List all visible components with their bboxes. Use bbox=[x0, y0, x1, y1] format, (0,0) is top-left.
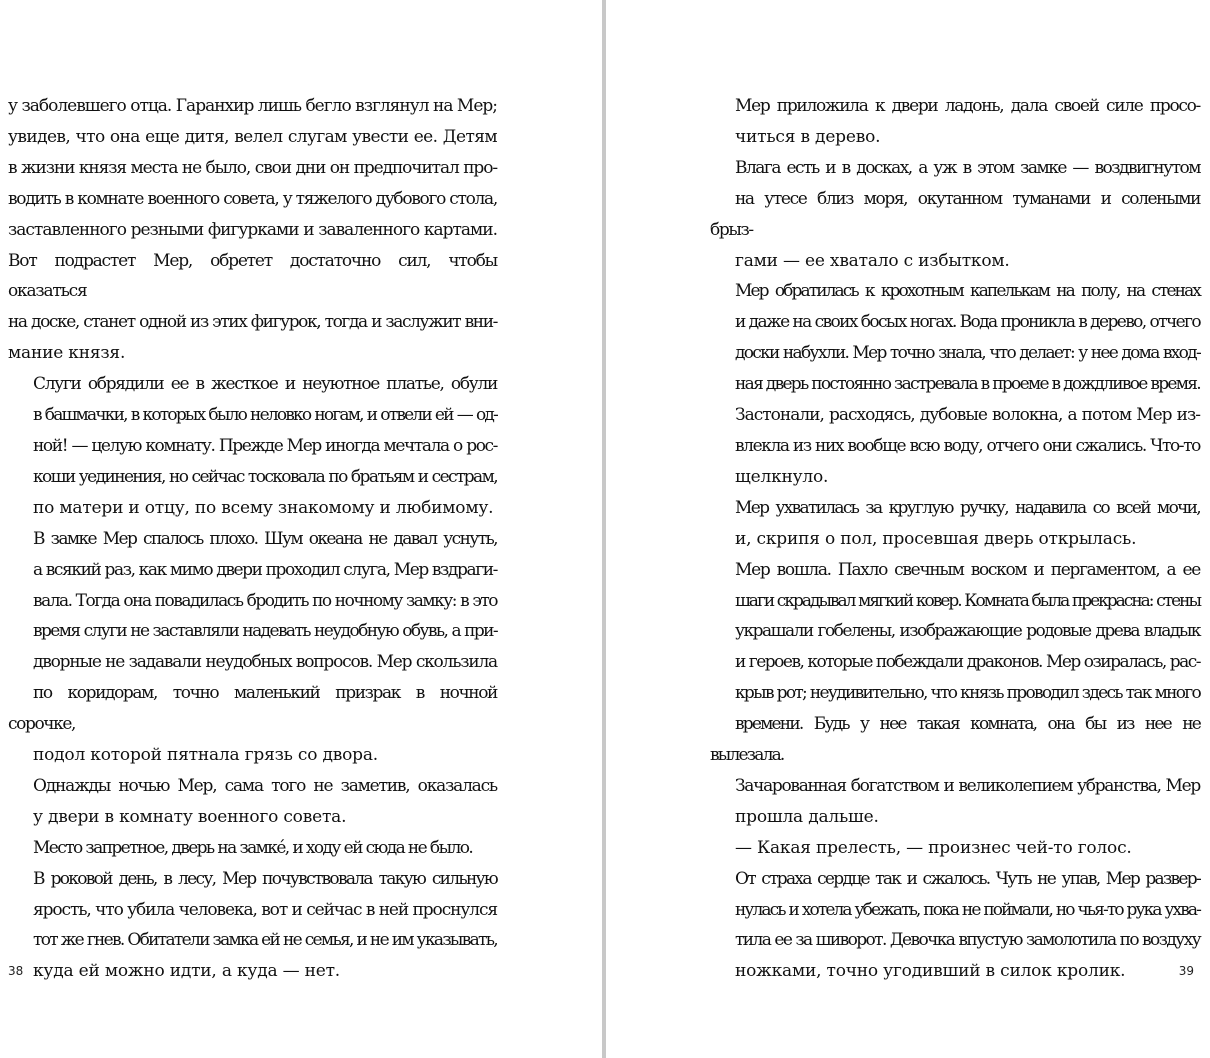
text-line: дворные не задавали неудобных вопросов. Мер скользила bbox=[33, 652, 497, 673]
right-page-text bbox=[710, 91, 1200, 987]
text-line: прошла дальше. bbox=[735, 806, 879, 827]
paragraph bbox=[710, 833, 1200, 864]
text-line: по матери и отцу, по всему знакомому и любимому. bbox=[33, 497, 494, 518]
paragraph bbox=[8, 864, 497, 988]
text-line: украшали гобелены, изображающие родовые древа владык bbox=[735, 621, 1200, 642]
text-line: крыв рот; неудивительно, что князь проводил здесь так много bbox=[735, 683, 1200, 704]
text-line: Мер обратилась к крохотным капелькам на полу, на стенах bbox=[735, 281, 1200, 302]
text-line: Зачарованная богатством и великолепием убранства, Мер bbox=[735, 775, 1200, 796]
text-line: куда ей можно идти, а куда — нет. bbox=[33, 961, 341, 982]
text-line: подол которой пятнала грязь со двора. bbox=[33, 745, 378, 766]
text-line: Вот подрастет Мер, обретет достаточно сил, чтобы оказаться bbox=[8, 250, 497, 302]
text-line: Место запретное, дверь на замкé, и ходу ей сюда не было. bbox=[33, 837, 473, 858]
text-line: влекла из них вообще всю воду, отчего они сжались. Что-то bbox=[735, 435, 1200, 456]
text-line: От страха сердце так и сжалось. Чуть не упав, Мер развер- bbox=[735, 868, 1200, 889]
text-line: по коридорам, точно маленький призрак в ночной сорочке, bbox=[8, 683, 497, 735]
text-line: В замке Мер спалось плохо. Шум океана не давал уснуть, bbox=[33, 528, 497, 549]
paragraph bbox=[710, 153, 1200, 277]
left-page-text bbox=[8, 91, 497, 987]
text-line: увидев, что она еще дитя, велел слугам увести ее. Детям bbox=[8, 126, 497, 147]
text-line: Мер вошла. Пахло свечным воском и пергаментом, а ее bbox=[735, 559, 1200, 580]
text-line: доски набухли. Мер точно знала, что делает: у нее дома вход- bbox=[735, 343, 1200, 364]
text-line: времени. Будь у нее такая комната, она бы из нее не вылезала. bbox=[710, 714, 1200, 766]
text-line: щелкнуло. bbox=[735, 466, 829, 487]
text-line: — Какая прелесть, — произнес чей-то голос. bbox=[735, 837, 1132, 858]
text-line: В роковой день, в лесу, Мер почувствовала такую сильную bbox=[33, 868, 497, 889]
text-line: нулась и хотела убежать, пока не поймали, но чья-то рука ухва- bbox=[735, 899, 1200, 920]
text-line: и даже на своих босых ногах. Вода проникла в дерево, отчего bbox=[735, 312, 1200, 333]
paragraph bbox=[8, 833, 497, 864]
text-line: и героев, которые побеждали драконов. Мер озиралась, рас- bbox=[735, 652, 1200, 673]
paragraph bbox=[8, 524, 497, 771]
paragraph bbox=[8, 91, 497, 369]
right-page-number: 39 bbox=[1178, 964, 1194, 978]
text-line: гами — ее хватало с избытком. bbox=[735, 250, 1010, 271]
left-page bbox=[0, 0, 602, 1058]
text-line: у двери в комнату военного совета. bbox=[33, 806, 347, 827]
text-line: мание князя. bbox=[8, 343, 126, 364]
left-page-number: 38 bbox=[8, 964, 24, 978]
text-line: Однажды ночью Мер, сама того не заметив, оказалась bbox=[33, 775, 497, 796]
text-line: тот же гнев. Обитатели замка ей не семья, и не им указывать, bbox=[33, 930, 497, 951]
text-line: ная дверь постоянно застревала в проеме в дождливое время. bbox=[735, 374, 1200, 395]
paragraph bbox=[8, 771, 497, 833]
text-line: и, скрипя о пол, просевшая дверь открылась. bbox=[735, 528, 1137, 549]
text-line: шаги скрадывал мягкий ковер. Комната была прекрасна: стены bbox=[735, 590, 1200, 611]
paragraph bbox=[710, 864, 1200, 988]
right-page bbox=[606, 0, 1210, 1058]
text-line: в жизни князя места не было, свои дни он предпочитал про- bbox=[8, 157, 497, 178]
text-line: коши уединения, но сейчас тосковала по братьям и сестрам, bbox=[33, 466, 497, 487]
text-line: в башмачки, в которых было неловко ногам, и отвели ей — од- bbox=[33, 405, 497, 426]
paragraph bbox=[710, 91, 1200, 153]
text-line: время слуги не заставляли надевать неудобную обувь, а при- bbox=[33, 621, 497, 642]
text-line: вала. Тогда она повадилась бродить по ночному замку: в это bbox=[33, 590, 497, 611]
paragraph bbox=[710, 493, 1200, 555]
text-line: у заболевшего отца. Гаранхир лишь бегло взглянул на Мер; bbox=[8, 96, 497, 116]
text-line: а всякий раз, как мимо двери проходил слуга, Мер вздраги- bbox=[33, 559, 497, 580]
text-line: Мер ухватилась за круглую ручку, надавила со всей мочи, bbox=[735, 497, 1200, 518]
paragraph bbox=[710, 276, 1200, 492]
text-line: Мер приложила к двери ладонь, дала своей силе просо- bbox=[735, 96, 1200, 116]
text-line: ярость, что убила человека, вот и сейчас в ней проснулся bbox=[33, 899, 497, 920]
text-line: Слуги обрядили ее в жесткое и неуютное платье, обули bbox=[33, 374, 497, 395]
text-line: Влага есть и в досках, а уж в этом замке — воздвигнутом bbox=[735, 157, 1200, 178]
text-line: Застонали, расходясь, дубовые волокна, а потом Мер из- bbox=[735, 405, 1200, 426]
paragraph bbox=[710, 555, 1200, 833]
text-line: водить в комнате военного совета, у тяжелого дубового стола, bbox=[8, 188, 497, 209]
text-line: читься в дерево. bbox=[735, 126, 881, 147]
paragraph bbox=[8, 369, 497, 524]
text-line: на доске, станет одной из этих фигурок, тогда и заслужит вни- bbox=[8, 312, 497, 333]
text-line: ножками, точно угодивший в силок кролик. bbox=[735, 961, 1126, 982]
text-line: на утесе близ моря, окутанном туманами и солеными брыз- bbox=[710, 188, 1200, 240]
text-line: заставленного резными фигурками и заваленного картами. bbox=[8, 219, 497, 240]
text-line: ной! — целую комнату. Прежде Мер иногда мечтала о рос- bbox=[33, 435, 497, 456]
text-line: тила ее за шиворот. Девочка впустую замолотила по воздуху bbox=[735, 930, 1200, 951]
